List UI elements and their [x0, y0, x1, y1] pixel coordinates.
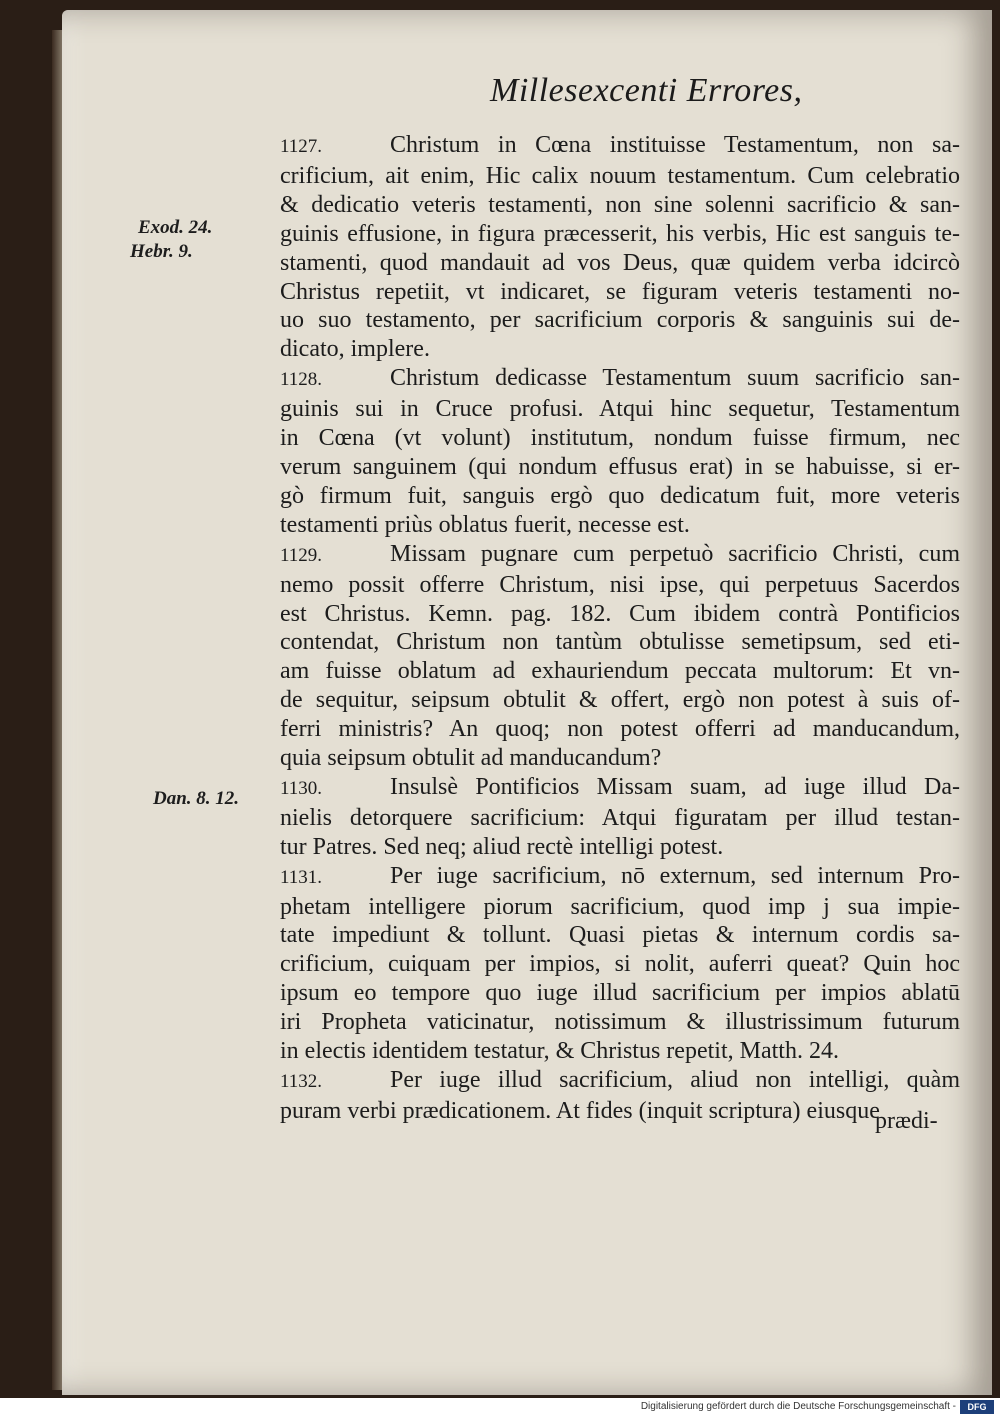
entry-1127 [280, 131, 960, 364]
entry-number: 1128. [280, 369, 323, 391]
entry-1130 [280, 773, 960, 862]
text-line [280, 1037, 960, 1066]
text-line [280, 1097, 960, 1126]
text-line [280, 571, 960, 600]
line-text: guinis effusione, in figura præcesserit, his verbis, Hic est sanguis te- [280, 220, 960, 247]
line-text: testamenti priùs oblatus fuerit, necesse est. [280, 511, 690, 538]
text-line [280, 979, 960, 1008]
entry-number: 1127. [280, 136, 323, 157]
catchword: prædi- [875, 1108, 938, 1134]
line-text: Christum dedicasse Testamentum suum sacrificio san- [390, 365, 960, 392]
text-line [280, 628, 960, 657]
line-text: est Christus. Kemn. pag. 182. Cum ibidem contrà Pontificios [280, 600, 960, 627]
line-text: & dedicatio veteris testamenti, non sine solenni sacrificio & san- [280, 191, 960, 218]
text-line [280, 306, 960, 335]
text-line [280, 715, 960, 744]
entry-1129 [280, 540, 960, 773]
text-line [280, 744, 960, 773]
line-text: uo suo testamento, per sacrificium corporis & sanguinis sui de- [280, 307, 960, 334]
text-line [280, 482, 960, 511]
text-line [280, 1008, 960, 1037]
text-line [280, 335, 960, 364]
running-title: Millesexcenti Errores, [490, 72, 803, 109]
line-text: ferri ministris? An quoq; non potest offerri ad manducandum, [280, 716, 960, 743]
line-text: Per iuge sacrificium, nō externum, sed internum Pro- [390, 862, 960, 889]
dfg-logo: DFG [960, 1400, 994, 1414]
margin-note-exod: Exod. 24. [138, 217, 213, 238]
text-line [280, 833, 960, 862]
line-text: crificium, ait enim, Hic calix nouum testamentum. Cum celebratio [280, 162, 960, 189]
text-line [280, 893, 960, 922]
line-text: crificium, cuiquam per impios, si nolit, auferri queat? Quin hoc [280, 951, 960, 978]
text-line [280, 364, 960, 395]
line-text: Insulsè Pontificios Missam suam, ad iuge illud Da- [390, 773, 960, 800]
text-line [280, 862, 960, 893]
entry-1131 [280, 862, 960, 1066]
line-text: stamenti, quod mandauit ad vos Deus, quæ quidem verba idcircò [280, 249, 960, 276]
line-text: Christus repetiit, vt indicaret, se figuram veteris testamenti no- [280, 278, 960, 305]
line-text: Per iuge illud sacrificium, aliud non intelligi, quàm [390, 1067, 960, 1093]
text-line [280, 540, 960, 571]
text-line [280, 424, 960, 453]
line-text: am fuisse oblatum ad exhauriendum peccata multorum: Et vn- [280, 658, 960, 685]
text-line [280, 600, 960, 629]
line-text: contendat, Christum non tantùm obtulisse semetipsum, sed eti- [280, 629, 960, 656]
line-text: Missam pugnare cum perpetuò sacrificio Christi, cum [390, 540, 960, 567]
text-line [280, 686, 960, 715]
text-line [280, 220, 960, 249]
line-text: tate impediunt & tollunt. Quasi pietas & internum cordis sa- [280, 922, 960, 949]
line-text: in Cœna (vt volunt) institutum, nondum fuisse firmum, nec [280, 425, 960, 452]
main-text-block [280, 131, 960, 1126]
text-line [280, 162, 960, 191]
line-text: ipsum eo tempore quo iuge illud sacrificium per impios ablatū [280, 980, 960, 1007]
text-line [280, 950, 960, 979]
text-line [280, 191, 960, 220]
line-text: Christum in Cœna instituisse Testamentum, non sa- [390, 132, 960, 158]
line-text: tur Patres. Sed neq; aliud rectè intelligi potest. [280, 833, 724, 860]
text-line [280, 1066, 960, 1097]
footer-credit: Digitalisierung gefördert durch die Deutsche Forschungsgemeinschaft - [640, 1401, 956, 1412]
text-line [280, 511, 960, 540]
line-text: iri Propheta vaticinatur, notissimum & illustrissimum futurum [280, 1009, 960, 1036]
text-line [280, 657, 960, 686]
margin-note-dan: Dan. 8. 12. [153, 788, 240, 809]
line-text: in electis identidem testatur, & Christus repetit, Matth. 24. [280, 1038, 839, 1065]
line-text: verum sanguinem (qui nondum effusus erat) in se habuisse, si er- [280, 453, 960, 480]
line-text: puram verbi prædicationem. At fides (inquit scriptura) eiusque [280, 1097, 880, 1124]
line-text: gò firmum fuit, sanguis ergò quo dedicatum fuit, more veteris [280, 482, 960, 509]
text-line [280, 453, 960, 482]
entry-number: 1129. [280, 544, 323, 566]
line-text: phetam intelligere piorum sacrificium, quod imp j sua impie- [280, 893, 960, 920]
line-text: nemo possit offerre Christum, nisi ipse, qui perpetuus Sacerdos [280, 571, 960, 598]
line-text: quia seipsum obtulit ad manducandum? [280, 745, 662, 772]
text-line [280, 395, 960, 424]
text-line [280, 804, 960, 833]
text-line [280, 921, 960, 950]
text-line [280, 773, 960, 804]
entry-number: 1132. [280, 1071, 323, 1092]
margin-note-hebr: Hebr. 9. [130, 241, 193, 262]
line-text: dicato, implere. [280, 336, 430, 363]
entry-number: 1131. [280, 866, 323, 888]
entry-1132 [280, 1066, 960, 1126]
text-line [280, 131, 960, 162]
line-text: de sequitur, seipsum obtulit & offert, ergò non potest à suis of- [280, 687, 960, 714]
entry-1128 [280, 364, 960, 539]
text-line [280, 249, 960, 278]
entry-number: 1130. [280, 777, 323, 799]
text-line [280, 278, 960, 307]
line-text: guinis sui in Cruce profusi. Atqui hinc sequetur, Testamentum [280, 396, 960, 423]
line-text: nielis detorquere sacrificium: Atqui figuratam per illud testan- [280, 804, 960, 831]
